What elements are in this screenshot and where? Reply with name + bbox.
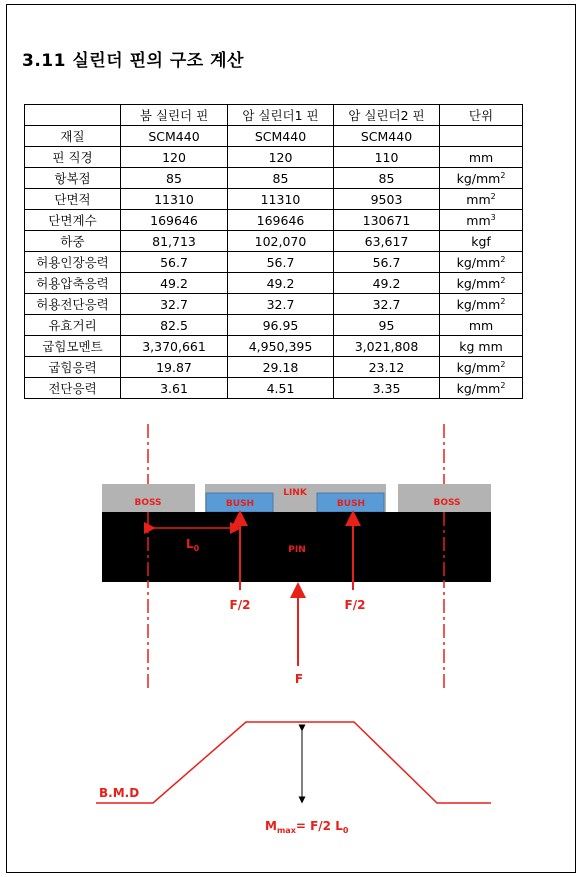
unit-cell — [440, 126, 523, 147]
value-cell: 82.5 — [121, 315, 228, 336]
section-title: 실린더 핀의 구조 계산 — [72, 51, 244, 71]
row-label: 단면적 — [25, 189, 121, 210]
table-row — [25, 378, 523, 399]
unit-cell — [440, 210, 523, 231]
value-cell: 11310 — [121, 189, 228, 210]
value-cell: 4.51 — [228, 378, 334, 399]
value-cell: 49.2 — [121, 273, 228, 294]
row-label: 굽힘응력 — [25, 357, 121, 378]
table-row — [25, 210, 523, 231]
value-cell: 32.7 — [228, 294, 334, 315]
unit-text: mm — [466, 191, 491, 207]
value-cell: 23.12 — [334, 357, 440, 378]
table-row — [25, 252, 523, 273]
value-cell: SCM440 — [121, 126, 228, 147]
value-cell: 3,370,661 — [121, 336, 228, 357]
unit-cell — [440, 231, 523, 252]
unit-text: kg/mm — [456, 296, 501, 312]
row-label: 항복점 — [25, 168, 121, 189]
unit-exponent: 2 — [500, 296, 506, 306]
value-cell: 49.2 — [334, 273, 440, 294]
row-label: 허용전단응력 — [25, 294, 121, 315]
unit-exponent: 2 — [500, 380, 506, 390]
unit-cell — [440, 168, 523, 189]
header-cell — [25, 105, 121, 126]
pin-load-diagram — [0, 410, 583, 850]
value-cell: 11310 — [228, 189, 334, 210]
section-heading — [22, 46, 244, 71]
unit-cell — [440, 357, 523, 378]
unit-text: kg mm — [459, 338, 503, 354]
reaction-label-left: F/2 — [229, 598, 251, 612]
table-row — [25, 168, 523, 189]
unit-text: kg/mm — [456, 359, 501, 375]
table-row — [25, 357, 523, 378]
unit-exponent: 2 — [500, 170, 506, 180]
value-cell: 120 — [121, 147, 228, 168]
reaction-label-right: F/2 — [344, 598, 366, 612]
value-cell: 19.87 — [121, 357, 228, 378]
unit-text: kg/mm — [456, 170, 501, 186]
value-cell: 95 — [334, 315, 440, 336]
value-cell: 32.7 — [121, 294, 228, 315]
load-label-center: F — [294, 672, 304, 686]
value-cell: 32.7 — [334, 294, 440, 315]
value-cell: 3,021,808 — [334, 336, 440, 357]
unit-text: kg/mm — [456, 254, 501, 270]
unit-text: kgf — [471, 233, 491, 249]
row-label: 굽힘모멘트 — [25, 336, 121, 357]
table-header-row — [25, 105, 523, 126]
value-cell: 29.18 — [228, 357, 334, 378]
table-row — [25, 336, 523, 357]
link-label: LINK — [283, 488, 307, 498]
unit-cell — [440, 252, 523, 273]
unit-cell — [440, 273, 523, 294]
boss-right-label: BOSS — [433, 498, 461, 508]
bmd-label: B.M.D — [99, 786, 140, 800]
value-cell: 56.7 — [121, 252, 228, 273]
value-cell: 85 — [121, 168, 228, 189]
value-cell: SCM440 — [228, 126, 334, 147]
unit-exponent: 2 — [500, 254, 506, 264]
pin-spec-table — [24, 104, 523, 399]
value-cell: 110 — [334, 147, 440, 168]
mmax-formula: $M_{max}= F/2$ $L_0$ — [265, 819, 349, 835]
row-label: 하중 — [25, 231, 121, 252]
pin-label: PIN — [288, 545, 306, 555]
value-cell: 96.95 — [228, 315, 334, 336]
unit-text: kg/mm — [456, 380, 501, 396]
value-cell: 56.7 — [228, 252, 334, 273]
header-cell: 단위 — [440, 105, 523, 126]
table-row — [25, 147, 523, 168]
header-cell: 암 실린더1 핀 — [228, 105, 334, 126]
row-label: 전단응력 — [25, 378, 121, 399]
bush-right-label: BUSH — [336, 499, 366, 509]
value-cell: SCM440 — [334, 126, 440, 147]
unit-exponent: 2 — [490, 191, 496, 201]
section-number: 3.11 — [22, 51, 66, 71]
row-label: 핀 직경 — [25, 147, 121, 168]
value-cell: 3.35 — [334, 378, 440, 399]
unit-exponent: 2 — [500, 359, 506, 369]
unit-cell — [440, 189, 523, 210]
row-label: 허용압축응력 — [25, 273, 121, 294]
unit-cell — [440, 315, 523, 336]
value-cell: 120 — [228, 147, 334, 168]
value-cell: 169646 — [121, 210, 228, 231]
table-row — [25, 315, 523, 336]
value-cell: 81,713 — [121, 231, 228, 252]
l0-label: $L_0$ — [186, 537, 200, 553]
table-row — [25, 126, 523, 147]
boss-left-label: BOSS — [134, 498, 162, 508]
bush-left-label: BUSH — [225, 499, 255, 509]
unit-text: kg/mm — [456, 275, 501, 291]
table-row — [25, 294, 523, 315]
value-cell: 85 — [334, 168, 440, 189]
row-label: 허용인장응력 — [25, 252, 121, 273]
value-cell: 102,070 — [228, 231, 334, 252]
row-label: 단면계수 — [25, 210, 121, 231]
value-cell: 85 — [228, 168, 334, 189]
unit-text: mm — [466, 212, 491, 228]
table-row — [25, 273, 523, 294]
unit-exponent: 3 — [490, 212, 496, 222]
table-row — [25, 189, 523, 210]
unit-text: mm — [468, 317, 494, 333]
value-cell: 49.2 — [228, 273, 334, 294]
header-cell: 암 실린더2 핀 — [334, 105, 440, 126]
unit-cell — [440, 294, 523, 315]
bmd-curve — [96, 722, 491, 803]
unit-cell — [440, 378, 523, 399]
unit-cell — [440, 336, 523, 357]
value-cell: 169646 — [228, 210, 334, 231]
unit-exponent: 2 — [500, 275, 506, 285]
value-cell: 63,617 — [334, 231, 440, 252]
value-cell: 130671 — [334, 210, 440, 231]
header-cell: 붐 실린더 핀 — [121, 105, 228, 126]
value-cell: 3.61 — [121, 378, 228, 399]
unit-cell — [440, 147, 523, 168]
value-cell: 9503 — [334, 189, 440, 210]
table-row — [25, 231, 523, 252]
row-label: 재질 — [25, 126, 121, 147]
row-label: 유효거리 — [25, 315, 121, 336]
value-cell: 56.7 — [334, 252, 440, 273]
value-cell: 4,950,395 — [228, 336, 334, 357]
unit-text: mm — [468, 149, 494, 165]
